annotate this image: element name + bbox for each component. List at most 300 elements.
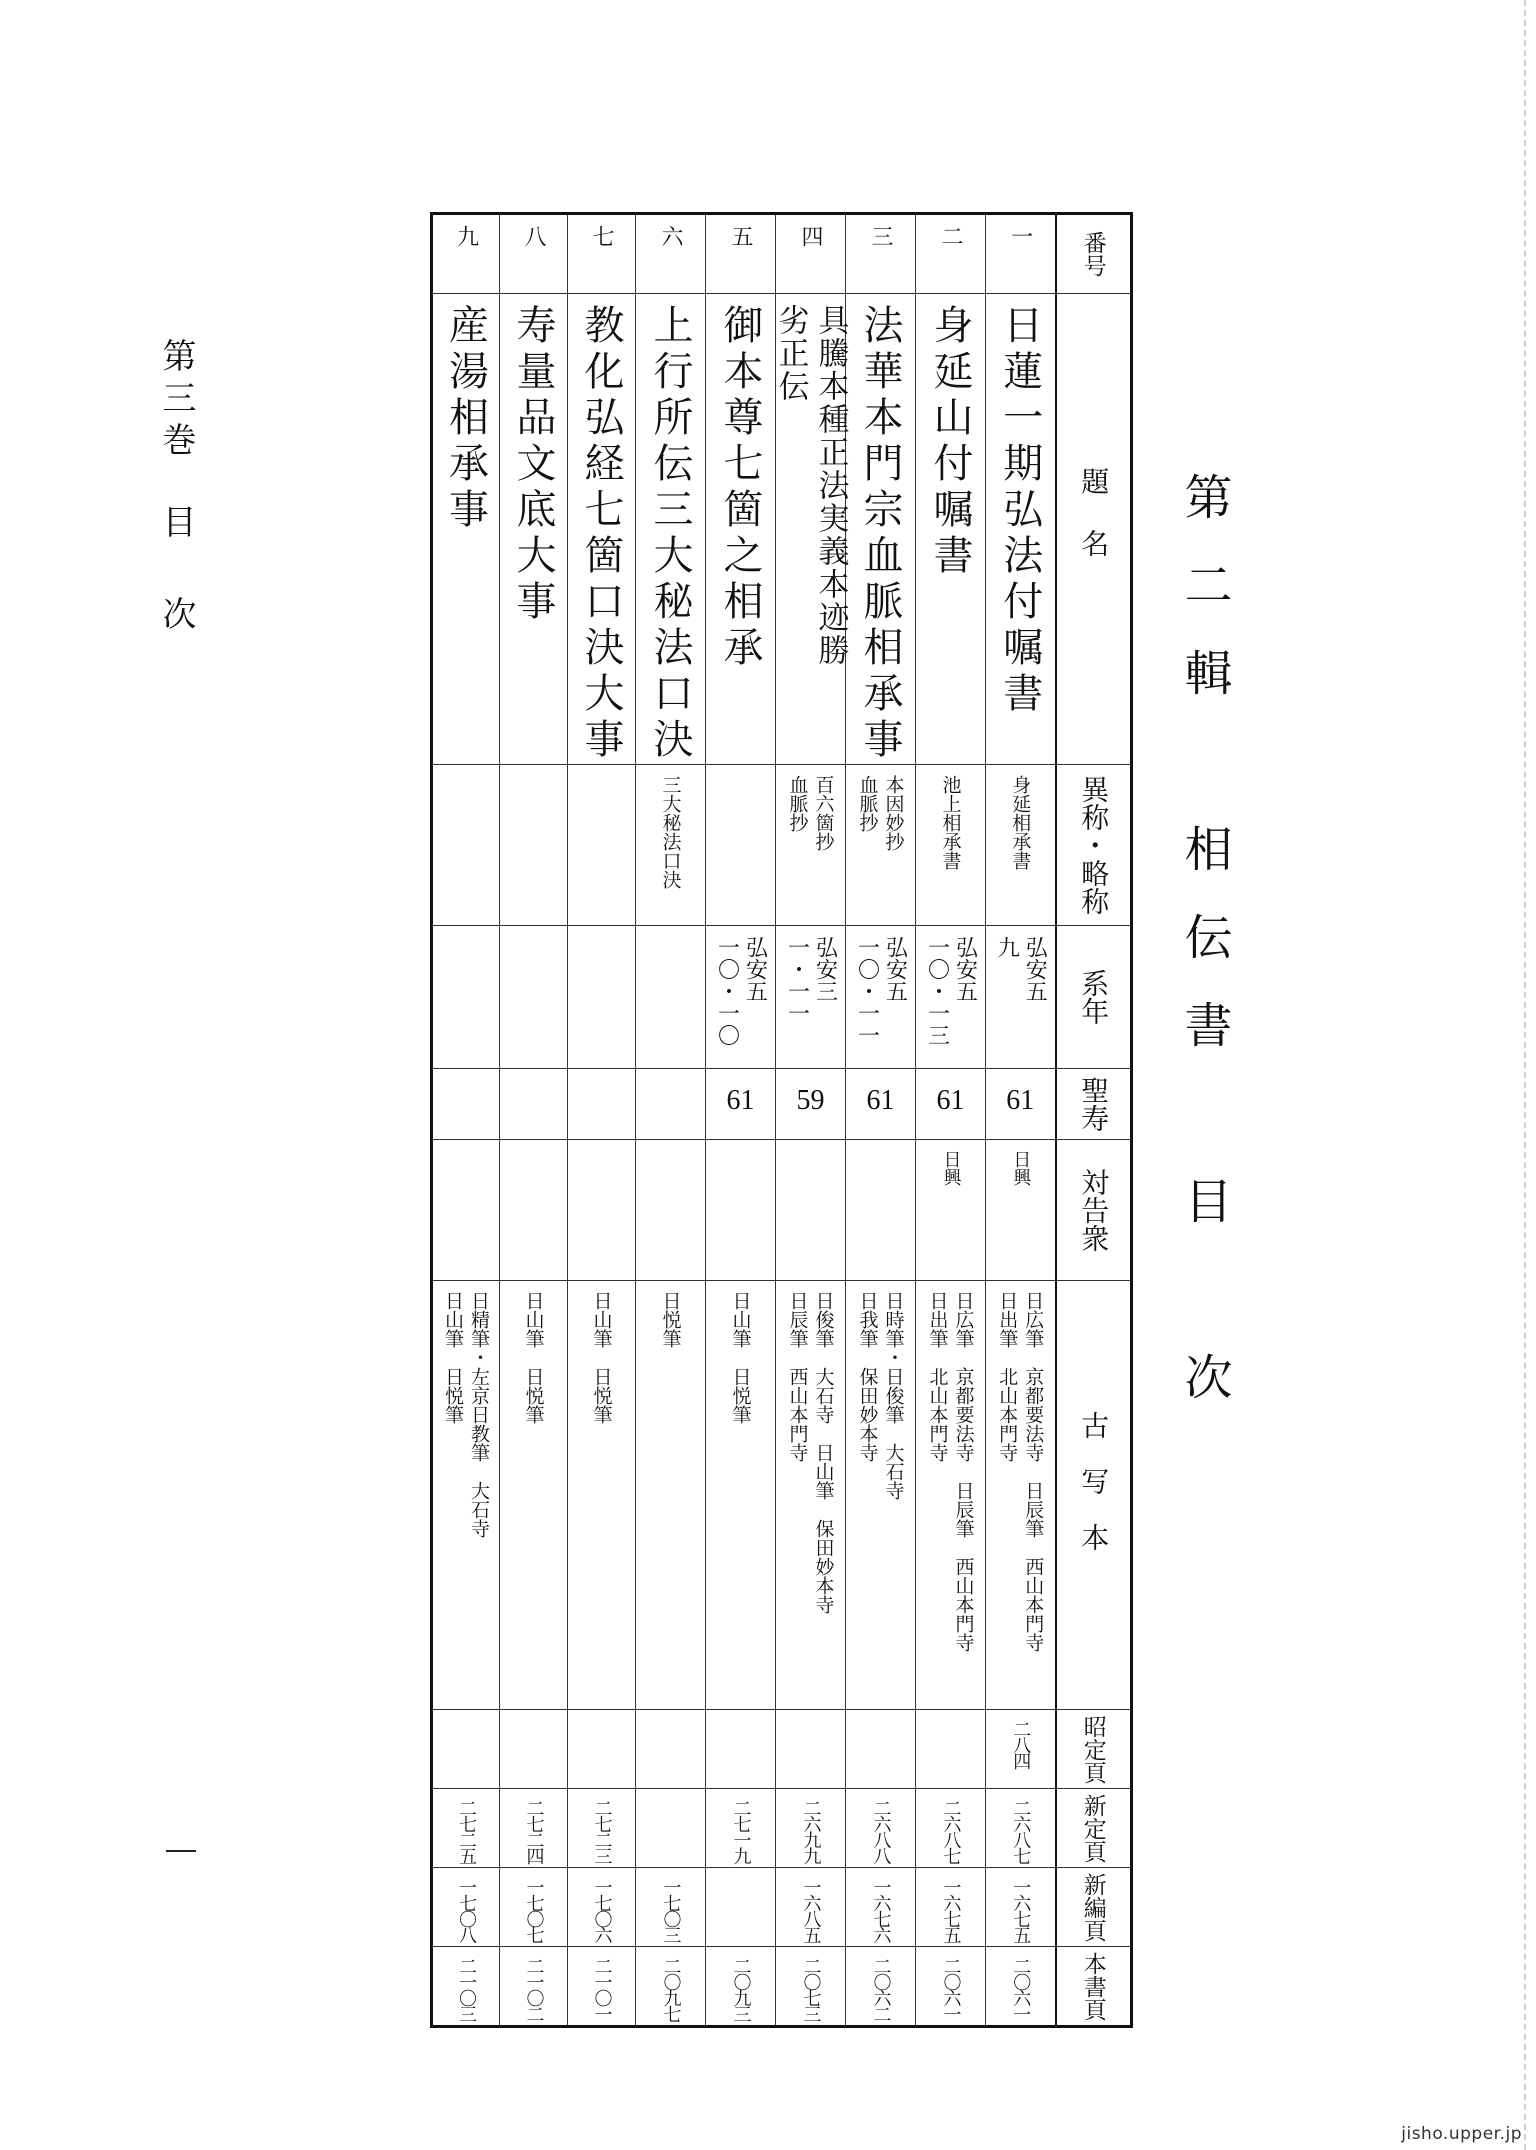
- cell-age: [986, 1069, 1056, 1140]
- page-number-mark: [166, 1850, 196, 1852]
- cell-num: [636, 214, 706, 294]
- collection-title: 第二輯 相伝書 目 次: [1176, 472, 1232, 1440]
- cell-p4: [916, 1947, 986, 2027]
- cell-p2: [776, 1789, 846, 1868]
- cell-p1: [706, 1710, 776, 1789]
- header-alias: [1056, 765, 1132, 926]
- entry-alias: 三大秘法口決: [659, 775, 682, 889]
- cell-num: [432, 214, 500, 294]
- cell-p1: [776, 1710, 846, 1789]
- cell-p4: [568, 1947, 636, 2027]
- cell-date: [916, 926, 986, 1069]
- cell-content: [846, 926, 915, 1068]
- header-p3: [1056, 1868, 1132, 1947]
- cell-content: [568, 1947, 635, 2025]
- cell-content: [433, 1281, 499, 1709]
- entry-title: 日蓮一期弘法付嘱書: [996, 304, 1043, 718]
- cell-content: [706, 1789, 775, 1867]
- entry-title: 具騰本種正法実義本迹勝: [812, 304, 849, 667]
- cell-content: [916, 1281, 985, 1709]
- entry-copies: 日悦筆: [659, 1291, 682, 1348]
- cell-content: [776, 215, 845, 293]
- cell-title: [986, 294, 1056, 765]
- entry-age: 61: [866, 1085, 895, 1116]
- entry-num: 七: [589, 225, 614, 247]
- cell-content: [776, 1947, 845, 2025]
- cell-p1: [568, 1710, 636, 1789]
- entry-age: 61: [936, 1085, 965, 1116]
- cell-content: [500, 1140, 567, 1280]
- header-p4: [1056, 1947, 1132, 2027]
- entry-p4: 二〇六二: [870, 1957, 892, 2021]
- column-header-label: 本書頁: [1079, 1951, 1106, 2021]
- column-header-label: 異称・略称: [1077, 775, 1111, 915]
- entry-copies: 日広筆 京都要法寺 日辰筆 西山本門寺: [1022, 1291, 1045, 1652]
- entry-p2: 二七二三: [591, 1799, 613, 1863]
- entry-p4: 二〇六一: [940, 1957, 962, 2021]
- entry-title: 寿量品文底大事: [510, 304, 556, 626]
- cell-content: [500, 1947, 567, 2025]
- header-copies: [1056, 1281, 1132, 1710]
- column-header-label: 新編頁: [1079, 1872, 1106, 1942]
- cell-content: [636, 1947, 705, 2025]
- cell-date: [432, 926, 500, 1069]
- cell-content: [916, 1789, 985, 1867]
- cell-content: [500, 926, 567, 1068]
- cell-content: [846, 1868, 915, 1946]
- entry-alias: 百六箇抄: [812, 775, 835, 851]
- cell-num: [706, 214, 776, 294]
- cell-p1: [846, 1710, 916, 1789]
- header-content: [1057, 215, 1131, 293]
- cell-p3: [500, 1868, 568, 1947]
- cell-p1: [986, 1710, 1056, 1789]
- cell-content: [776, 926, 845, 1068]
- cell-p3: [706, 1868, 776, 1947]
- entry-date: 九: [994, 936, 1020, 958]
- cell-p1: [432, 1710, 500, 1789]
- cell-content: [433, 1069, 499, 1139]
- cell-copies: [776, 1281, 846, 1710]
- cell-content: [846, 1069, 915, 1139]
- cell-age: [500, 1069, 568, 1140]
- entry-p1: 二八四: [1010, 1720, 1032, 1768]
- cell-title: [636, 294, 706, 765]
- entry-age: 61: [1006, 1085, 1035, 1116]
- cell-alias: [846, 765, 916, 926]
- cell-age: [706, 1069, 776, 1140]
- cell-content: [916, 765, 985, 925]
- entry-p3: 一六七五: [940, 1878, 962, 1942]
- toc-table: [430, 212, 1133, 2028]
- cell-content: [568, 765, 635, 925]
- cell-content: [568, 1281, 635, 1709]
- entry-copies: 日我筆 保田妙本寺: [856, 1291, 879, 1462]
- entry-title: 産湯相承事: [442, 304, 489, 534]
- cell-content: [636, 1281, 705, 1709]
- header-date: [1056, 926, 1132, 1069]
- header-p1: [1056, 1710, 1132, 1789]
- cell-content: [433, 765, 499, 925]
- entry-title: 上行所伝三大秘法口決: [647, 304, 693, 764]
- cell-age: [432, 1069, 500, 1140]
- cell-date: [568, 926, 636, 1069]
- cell-p1: [916, 1710, 986, 1789]
- cell-content: [846, 1140, 915, 1280]
- cell-alias: [916, 765, 986, 926]
- entry-num: 六: [658, 225, 683, 247]
- entry-title: 御本尊七箇之相承: [717, 304, 763, 672]
- entry-age: 61: [726, 1085, 755, 1116]
- cell-content: [500, 215, 567, 293]
- cell-p4: [776, 1947, 846, 2027]
- entry-p2: 二六八七: [940, 1799, 962, 1863]
- cell-content: [776, 1789, 845, 1867]
- column-header-label: 聖寿: [1077, 1076, 1111, 1132]
- cell-content: [916, 1868, 985, 1946]
- cell-content: [500, 765, 567, 925]
- cell-num: [776, 214, 846, 294]
- cell-date: [986, 926, 1056, 1069]
- entry-copies: 日時筆・日俊筆 大石寺: [882, 1291, 905, 1500]
- cell-num: [916, 214, 986, 294]
- cell-audience: [776, 1140, 846, 1281]
- cell-p2: [500, 1789, 568, 1868]
- entry-num: 四: [798, 225, 823, 247]
- column-header-label: 昭定頁: [1079, 1714, 1106, 1784]
- cell-content: [636, 1069, 705, 1139]
- cell-content: [706, 1710, 775, 1788]
- cell-content: [986, 1140, 1055, 1280]
- header-content: [1057, 1789, 1131, 1867]
- cell-p4: [500, 1947, 568, 2027]
- cell-content: [846, 1947, 915, 2025]
- header-content: [1057, 765, 1131, 925]
- entry-p4: 二〇九三: [730, 1957, 752, 2021]
- cell-content: [986, 926, 1055, 1068]
- page-edge-line: [1524, 0, 1526, 2150]
- header-content: [1057, 1140, 1131, 1280]
- cell-alias: [636, 765, 706, 926]
- cell-content: [500, 1281, 567, 1709]
- entry-p2: 二七二四: [523, 1799, 545, 1863]
- cell-content: [916, 1140, 985, 1280]
- cell-content: [636, 1710, 705, 1788]
- cell-content: [986, 1710, 1055, 1788]
- cell-age: [776, 1069, 846, 1140]
- cell-alias: [986, 765, 1056, 926]
- header-age: [1056, 1069, 1132, 1140]
- entry-num: 三: [868, 225, 893, 247]
- column-header-label: 対告衆: [1077, 1168, 1111, 1252]
- entry-date: 弘安五: [742, 936, 768, 1002]
- cell-content: [636, 294, 705, 764]
- cell-audience: [986, 1140, 1056, 1281]
- cell-content: [706, 1868, 775, 1946]
- cell-content: [568, 926, 635, 1068]
- cell-audience: [568, 1140, 636, 1281]
- cell-p3: [636, 1868, 706, 1947]
- cell-content: [986, 1069, 1055, 1139]
- cell-num: [846, 214, 916, 294]
- entry-date: 弘安五: [952, 936, 978, 1002]
- header-content: [1057, 1710, 1131, 1788]
- entry-p3: 一七〇八: [456, 1878, 477, 1942]
- header-title: [1056, 294, 1132, 765]
- entry-copies: 日俊筆 大石寺 日山筆 保田妙本寺: [812, 1291, 835, 1614]
- entry-p4: 二一〇二: [523, 1957, 545, 2021]
- entry-p2: 二六八七: [1010, 1799, 1032, 1863]
- entry-date: 一・一一: [784, 936, 810, 1024]
- cell-content: [916, 215, 985, 293]
- cell-title: [706, 294, 776, 765]
- cell-content: [776, 765, 845, 925]
- entry-age: 59: [796, 1085, 825, 1116]
- cell-copies: [706, 1281, 776, 1710]
- volume-title-part: 第三巻: [156, 338, 196, 464]
- cell-title: [916, 294, 986, 765]
- volume-title-part: 目: [156, 504, 196, 546]
- entry-alias: 身延相承書: [1009, 775, 1032, 870]
- entry-title: 教化弘経七箇口決大事: [578, 304, 624, 764]
- entry-title: 劣正伝: [772, 304, 809, 403]
- cell-content: [986, 1789, 1055, 1867]
- cell-content: [846, 1710, 915, 1788]
- cell-p4: [432, 1947, 500, 2027]
- cell-content: [433, 1868, 499, 1946]
- cell-p4: [706, 1947, 776, 2027]
- cell-content: [846, 1281, 915, 1709]
- entry-copies: 日広筆 京都要法寺 日辰筆 西山本門寺: [952, 1291, 975, 1652]
- entry-copies: 日出筆 北山本門寺: [996, 1291, 1019, 1462]
- entry-copies: 日精筆・左京日教筆 大石寺: [468, 1291, 490, 1538]
- cell-content: [706, 1140, 775, 1280]
- cell-content: [636, 1140, 705, 1280]
- entry-p3: 一七〇七: [523, 1878, 545, 1942]
- cell-alias: [432, 765, 500, 926]
- cell-p3: [776, 1868, 846, 1947]
- cell-p4: [986, 1947, 1056, 2027]
- header-content: [1057, 926, 1131, 1068]
- cell-title: [772, 294, 849, 765]
- cell-date: [846, 926, 916, 1069]
- column-header-label: 番号: [1079, 231, 1106, 277]
- cell-content: [636, 1789, 705, 1867]
- entry-p4: 二一〇三: [456, 1957, 477, 2021]
- cell-p1: [636, 1710, 706, 1789]
- entry-date: 弘安五: [1022, 936, 1048, 1002]
- cell-alias: [776, 765, 846, 926]
- cell-num: [986, 214, 1056, 294]
- cell-copies: [568, 1281, 636, 1710]
- entry-alias: 血脈抄: [856, 775, 879, 832]
- cell-age: [568, 1069, 636, 1140]
- cell-audience: [432, 1140, 500, 1281]
- entry-copies: 日山筆 日悦筆: [522, 1291, 545, 1424]
- cell-title: [500, 294, 568, 765]
- cell-content: [433, 1710, 499, 1788]
- cell-copies: [846, 1281, 916, 1710]
- cell-p1: [500, 1710, 568, 1789]
- cell-p2: [636, 1789, 706, 1868]
- cell-content: [568, 294, 635, 764]
- column-header-label: 古写本: [1077, 1411, 1111, 1579]
- cell-audience: [916, 1140, 986, 1281]
- cell-copies: [432, 1281, 500, 1710]
- cell-p2: [706, 1789, 776, 1868]
- cell-audience: [636, 1140, 706, 1281]
- cell-content: [433, 1789, 499, 1867]
- cell-content: [706, 926, 775, 1068]
- cell-content: [500, 1868, 567, 1946]
- cell-num: [568, 214, 636, 294]
- cell-content: [636, 1868, 705, 1946]
- cell-content: [568, 1789, 635, 1867]
- entry-p3: 一七〇三: [660, 1878, 682, 1942]
- entry-p3: 一七〇六: [591, 1878, 613, 1942]
- cell-content: [916, 294, 985, 764]
- entry-date: 弘安五: [882, 936, 908, 1002]
- cell-content: [568, 215, 635, 293]
- column-header-label: 系年: [1077, 969, 1111, 1025]
- entry-alias: 血脈抄: [786, 775, 809, 832]
- entry-copies: 日山筆 日悦筆: [729, 1291, 752, 1424]
- header-content: [1057, 1947, 1131, 2025]
- cell-alias: [500, 765, 568, 926]
- entry-date: 一〇・一三: [924, 936, 950, 1046]
- cell-title: [568, 294, 636, 765]
- cell-content: [706, 1069, 775, 1139]
- cell-content: [916, 1069, 985, 1139]
- cell-alias: [706, 765, 776, 926]
- cell-content: [433, 294, 499, 764]
- header-content: [1057, 1868, 1131, 1946]
- cell-copies: [986, 1281, 1056, 1710]
- cell-content: [846, 1789, 915, 1867]
- cell-content: [986, 294, 1055, 764]
- cell-title: [846, 294, 916, 765]
- cell-content: [568, 1140, 635, 1280]
- cell-content: [433, 1140, 499, 1280]
- entry-audience: 日興: [1010, 1150, 1032, 1186]
- cell-p4: [846, 1947, 916, 2027]
- cell-content: [706, 1947, 775, 2025]
- cell-content: [568, 1069, 635, 1139]
- entry-date: 一〇・一一: [854, 936, 880, 1046]
- entry-p3: 一六八五: [800, 1878, 822, 1942]
- cell-content: [776, 1281, 845, 1709]
- entry-num: 二: [938, 225, 963, 247]
- cell-content: [636, 926, 705, 1068]
- cell-p4: [636, 1947, 706, 2027]
- entry-p3: 一六七六: [870, 1878, 892, 1942]
- cell-date: [776, 926, 846, 1069]
- entry-p4: 二〇七三: [800, 1957, 822, 2021]
- entry-title: 法華本門宗血脈相承事: [857, 304, 903, 764]
- cell-content: [776, 1868, 845, 1946]
- cell-p2: [986, 1789, 1056, 1868]
- volume-title: [152, 338, 201, 638]
- site-watermark: jisho.upper.jp: [1401, 2124, 1522, 2144]
- cell-p2: [846, 1789, 916, 1868]
- header-p2: [1056, 1789, 1132, 1868]
- cell-content: [776, 1140, 845, 1280]
- entry-num: 九: [453, 225, 479, 247]
- cell-content: [706, 294, 775, 764]
- entry-copies: 日出筆 北山本門寺: [926, 1291, 949, 1462]
- cell-content: [986, 765, 1055, 925]
- entry-copies: 日辰筆 西山本門寺: [786, 1291, 809, 1462]
- cell-age: [636, 1069, 706, 1140]
- header-num: [1056, 214, 1132, 294]
- cell-content: [500, 1789, 567, 1867]
- header-content: [1057, 1069, 1131, 1139]
- entry-p4: 二〇九七: [660, 1957, 682, 2021]
- cell-age: [846, 1069, 916, 1140]
- cell-content: [846, 294, 915, 764]
- cell-content: [500, 294, 567, 764]
- entry-num: 八: [521, 225, 546, 247]
- cell-content: [846, 765, 915, 925]
- entry-p2: 二六八八: [870, 1799, 892, 1863]
- cell-p3: [986, 1868, 1056, 1947]
- cell-title: [432, 294, 500, 765]
- cell-copies: [636, 1281, 706, 1710]
- cell-content: [986, 1868, 1055, 1946]
- cell-content: [636, 215, 705, 293]
- cell-content: [772, 294, 849, 764]
- cell-p2: [916, 1789, 986, 1868]
- cell-content: [776, 1069, 845, 1139]
- cell-content: [433, 1947, 499, 2025]
- cell-content: [706, 1281, 775, 1709]
- entry-copies: 日山筆 日悦筆: [442, 1291, 464, 1424]
- cell-content: [500, 1069, 567, 1139]
- entry-audience: 日興: [940, 1150, 962, 1186]
- volume-title-part: 次: [156, 596, 196, 638]
- column-header-label: 題名: [1077, 467, 1111, 591]
- entry-p4: 二一〇一: [591, 1957, 613, 2021]
- heading-column: [1130, 212, 1260, 2008]
- entry-p4: 二〇六一: [1010, 1957, 1032, 2021]
- cell-audience: [846, 1140, 916, 1281]
- entry-num: 五: [728, 225, 753, 247]
- cell-p3: [846, 1868, 916, 1947]
- entry-alias: 池上相承書: [939, 775, 962, 870]
- cell-alias: [568, 765, 636, 926]
- cell-p3: [916, 1868, 986, 1947]
- cell-content: [568, 1710, 635, 1788]
- cell-content: [500, 1710, 567, 1788]
- entry-p2: 二六九九: [800, 1799, 822, 1863]
- cell-content: [986, 1947, 1055, 2025]
- cell-audience: [500, 1140, 568, 1281]
- cell-age: [916, 1069, 986, 1140]
- cell-content: [916, 926, 985, 1068]
- cell-date: [500, 926, 568, 1069]
- cell-content: [433, 926, 499, 1068]
- cell-content: [986, 1281, 1055, 1709]
- cell-p3: [432, 1868, 500, 1947]
- entry-alias: 本因妙抄: [882, 775, 905, 851]
- cell-content: [846, 215, 915, 293]
- entry-num: 一: [1007, 225, 1033, 247]
- header-content: [1057, 294, 1131, 764]
- cell-content: [986, 215, 1055, 293]
- cell-p3: [568, 1868, 636, 1947]
- cell-content: [568, 1868, 635, 1946]
- cell-content: [706, 215, 775, 293]
